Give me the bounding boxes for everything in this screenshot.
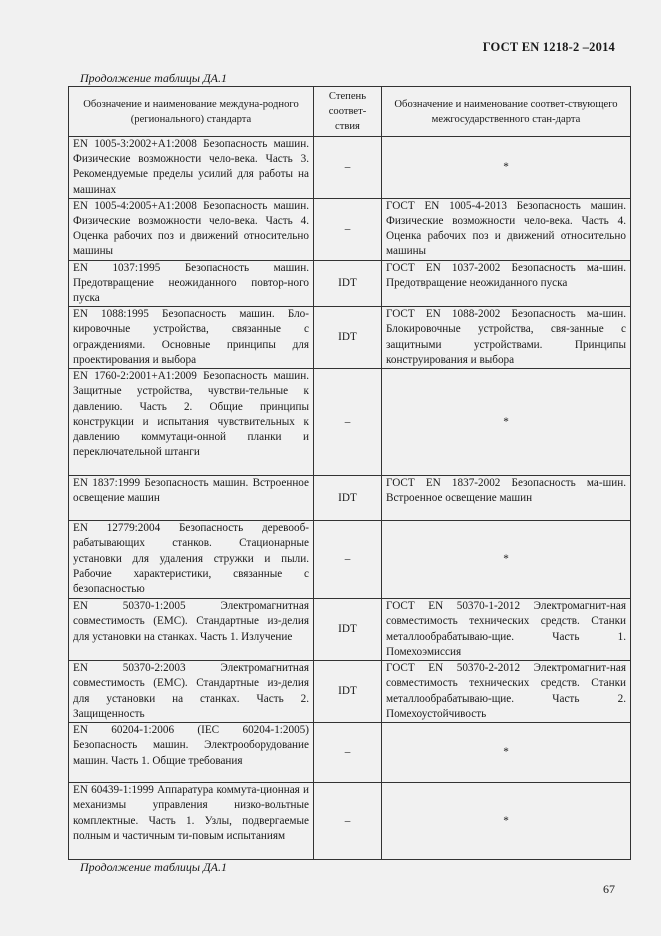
interstate-standard-cell: ГОСТ EN 1037-2002 Безопасность ма-шин. Предотвращение неожиданного пуска — [382, 260, 631, 307]
degree-cell: – — [314, 521, 382, 599]
table-row — [69, 260, 631, 307]
degree-cell: – — [314, 137, 382, 199]
degree-cell: IDT — [314, 599, 382, 661]
standards-correspondence-table — [68, 86, 631, 860]
degree-cell: IDT — [314, 260, 382, 307]
column-header-interstate-standard: Обозначение и наименование соответ-ствующего межгосударственного стан-дарта — [382, 87, 631, 137]
interstate-standard-cell: ГОСТ EN 50370-2-2012 Электромагнит-ная совместимость технических средств. Станки металлообрабатываю-щие. Часть 2. Помехоустойчивость — [382, 661, 631, 723]
table-continuation-caption-top: Продолжение таблицы ДА.1 — [80, 71, 227, 85]
table-row — [69, 783, 631, 860]
interstate-standard-cell: * — [382, 521, 631, 599]
international-standard-cell: EN 60204-1:2006 (IEC 60204-1:2005) Безопасность машин. Электрооборудование машин. Часть 1. Общие требования — [69, 723, 314, 783]
table-row — [69, 476, 631, 521]
table-row — [69, 307, 631, 369]
international-standard-cell: EN 1760-2:2001+A1:2009 Безопасность машин. Защитные устройства, чувстви-тельные к давлению. Часть 2. Общие принципы конструкции и испытания чувствительных к давлению коммутаци-онной планки и переключательной штанги — [69, 369, 314, 476]
degree-cell: – — [314, 369, 382, 476]
degree-cell: – — [314, 198, 382, 260]
international-standard-cell: EN 1037:1995 Безопасность машин. Предотвращение неожиданного повтор-ного пуска — [69, 260, 314, 307]
international-standard-cell: EN 60439-1:1999 Аппаратура коммута-ционная и механизмы управления низко-вольтные комплектные. Часть 1. Узлы, подвергаемые полным и частичным ти-повым испытаниям — [69, 783, 314, 860]
interstate-standard-cell: ГОСТ EN 1088-2002 Безопасность ма-шин. Блокировочные устройства, свя-занные с защитными устройствами. Принципы конструирования и выбора — [382, 307, 631, 369]
table-row — [69, 521, 631, 599]
table-row — [69, 723, 631, 783]
degree-cell: IDT — [314, 661, 382, 723]
interstate-standard-cell: * — [382, 723, 631, 783]
table-row — [69, 369, 631, 476]
degree-cell: – — [314, 723, 382, 783]
international-standard-cell: EN 1005-4:2005+A1:2008 Безопасность машин. Физические возможности чело-века. Часть 4. Оценка рабочих поз и движений относительно машины — [69, 198, 314, 260]
interstate-standard-cell: * — [382, 783, 631, 860]
page-number: 67 — [603, 882, 615, 896]
column-header-degree: Степень соответ-ствия — [314, 87, 382, 137]
degree-cell: IDT — [314, 476, 382, 521]
standard-code-header: ГОСТ EN 1218-2 –2014 — [482, 40, 615, 54]
international-standard-cell: EN 12779:2004 Безопасность деревооб-рабатывающих станков. Стационарные установки для удаления стружки и пыли. Рабочие характеристики, связанные с безопасностью — [69, 521, 314, 599]
international-standard-cell: EN 1088:1995 Безопасность машин. Бло-кировочные устройства, связанные с ограждениями. Основные принципы для проектирования и выбора — [69, 307, 314, 369]
international-standard-cell: EN 1837:1999 Безопасность машин. Встроенное освещение машин — [69, 476, 314, 521]
table-continuation-caption-bottom: Продолжение таблицы ДА.1 — [80, 860, 227, 874]
table-header-row — [69, 87, 631, 137]
degree-cell: – — [314, 783, 382, 860]
international-standard-cell: EN 50370-2:2003 Электромагнитная совместимость (EMC). Стандартные из-делия для установки на станках. Часть 2. Защищенность — [69, 661, 314, 723]
column-header-international-standard: Обозначение и наименование междуна-родного (регионального) стандарта — [69, 87, 314, 137]
international-standard-cell: EN 1005-3:2002+A1:2008 Безопасность машин. Физические возможности чело-века. Часть 3. Рекомендуемые пределы усилий для работы на машинах — [69, 137, 314, 199]
table-row — [69, 137, 631, 199]
interstate-standard-cell: ГОСТ EN 1005-4-2013 Безопасность машин. Физические возможности чело-века. Часть 4. Оценка рабочих поз и движений относительно машины — [382, 198, 631, 260]
interstate-standard-cell: * — [382, 137, 631, 199]
table-row — [69, 198, 631, 260]
interstate-standard-cell: * — [382, 369, 631, 476]
table-row — [69, 599, 631, 661]
interstate-standard-cell: ГОСТ EN 50370-1-2012 Электромагнит-ная совместимость технических средств. Станки металлообрабатываю-щие. Часть 1. Помехоэмиссия — [382, 599, 631, 661]
degree-cell: IDT — [314, 307, 382, 369]
interstate-standard-cell: ГОСТ EN 1837-2002 Безопасность ма-шин. Встроенное освещение машин — [382, 476, 631, 521]
table-row — [69, 661, 631, 723]
international-standard-cell: EN 50370-1:2005 Электромагнитная совместимость (EMC). Стандартные из-делия для установки на станках. Часть 1. Излучение — [69, 599, 314, 661]
